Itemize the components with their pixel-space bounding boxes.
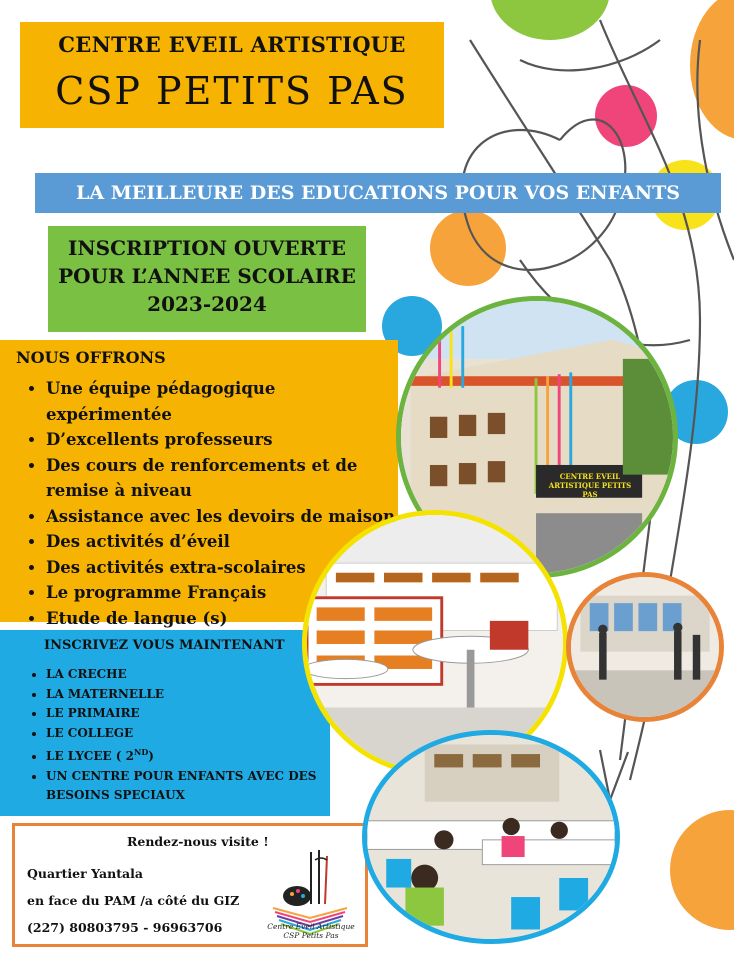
- logo-caption-line2: CSP Petits Pas: [283, 931, 339, 940]
- tagline-banner: LA MEILLEURE DES EDUCATIONS POUR VOS ENFANTS: [35, 173, 721, 213]
- list-item: • Le programme Français: [46, 580, 406, 606]
- address-line1: Quartier Yantala: [27, 866, 143, 881]
- list-item: • Assistance avec les devoirs de maison: [46, 504, 406, 530]
- list-item: • LA MATERNELLE: [46, 685, 336, 705]
- inscription-year: 2023-2024: [147, 292, 267, 316]
- list-item: • UN CENTRE POUR ENFANTS AVEC DES BESOINS SPECIAUX: [46, 767, 336, 806]
- enroll-box: [0, 630, 330, 816]
- enroll-title: INSCRIVEZ VOUS MAINTENANT: [44, 638, 285, 653]
- list-item: • LA CRECHE: [46, 665, 336, 685]
- list-item: • Etude de langue (s): [46, 606, 406, 632]
- list-item: • LE COLLEGE: [46, 724, 336, 744]
- phone-numbers: (227) 80803795 - 96963706: [27, 920, 223, 935]
- list-item: • LE PRIMAIRE: [46, 704, 336, 724]
- list-item: • Des activités extra-scolaires: [46, 555, 406, 581]
- offers-title: NOUS OFFRONS: [16, 348, 166, 367]
- title-banner: [20, 22, 444, 128]
- lycee-close: ): [148, 749, 154, 763]
- enroll-list: [14, 665, 336, 806]
- logo-caption: [261, 922, 361, 940]
- list-item: • Des cours de renforcements et de remise à niveau: [46, 453, 406, 504]
- school-name: CSP PETITS PAS: [55, 69, 409, 113]
- photo-classroom: [362, 730, 620, 944]
- list-item: • D’excellents professeurs: [46, 427, 406, 453]
- list-item: • Une équipe pédagogique expérimentée: [46, 376, 406, 427]
- inscription-box: [48, 226, 366, 332]
- lycee-label: LE LYCEE ( 2: [46, 749, 135, 763]
- inscription-line2: POUR L’ANNEE SCOLAIRE: [58, 264, 356, 288]
- logo-caption-line1: Centre Eveil Artistique: [267, 922, 355, 931]
- list-item: • Des activités d’éveil: [46, 529, 406, 555]
- visit-box: [12, 823, 368, 947]
- center-name: CENTRE EVEIL ARTISTIQUE: [58, 32, 406, 57]
- photo-hall: [566, 572, 724, 722]
- address-line2: en face du PAM /a côté du GIZ: [27, 893, 240, 908]
- inscription-line1: INSCRIPTION OUVERTE: [68, 236, 346, 260]
- visit-title: Rendez-nous visite !: [127, 834, 269, 849]
- lycee-superscript: ND: [134, 747, 149, 757]
- list-item: [46, 743, 336, 767]
- building-sign-text: CENTRE EVEIL ARTISTIQUE PETITS PAS: [548, 472, 632, 499]
